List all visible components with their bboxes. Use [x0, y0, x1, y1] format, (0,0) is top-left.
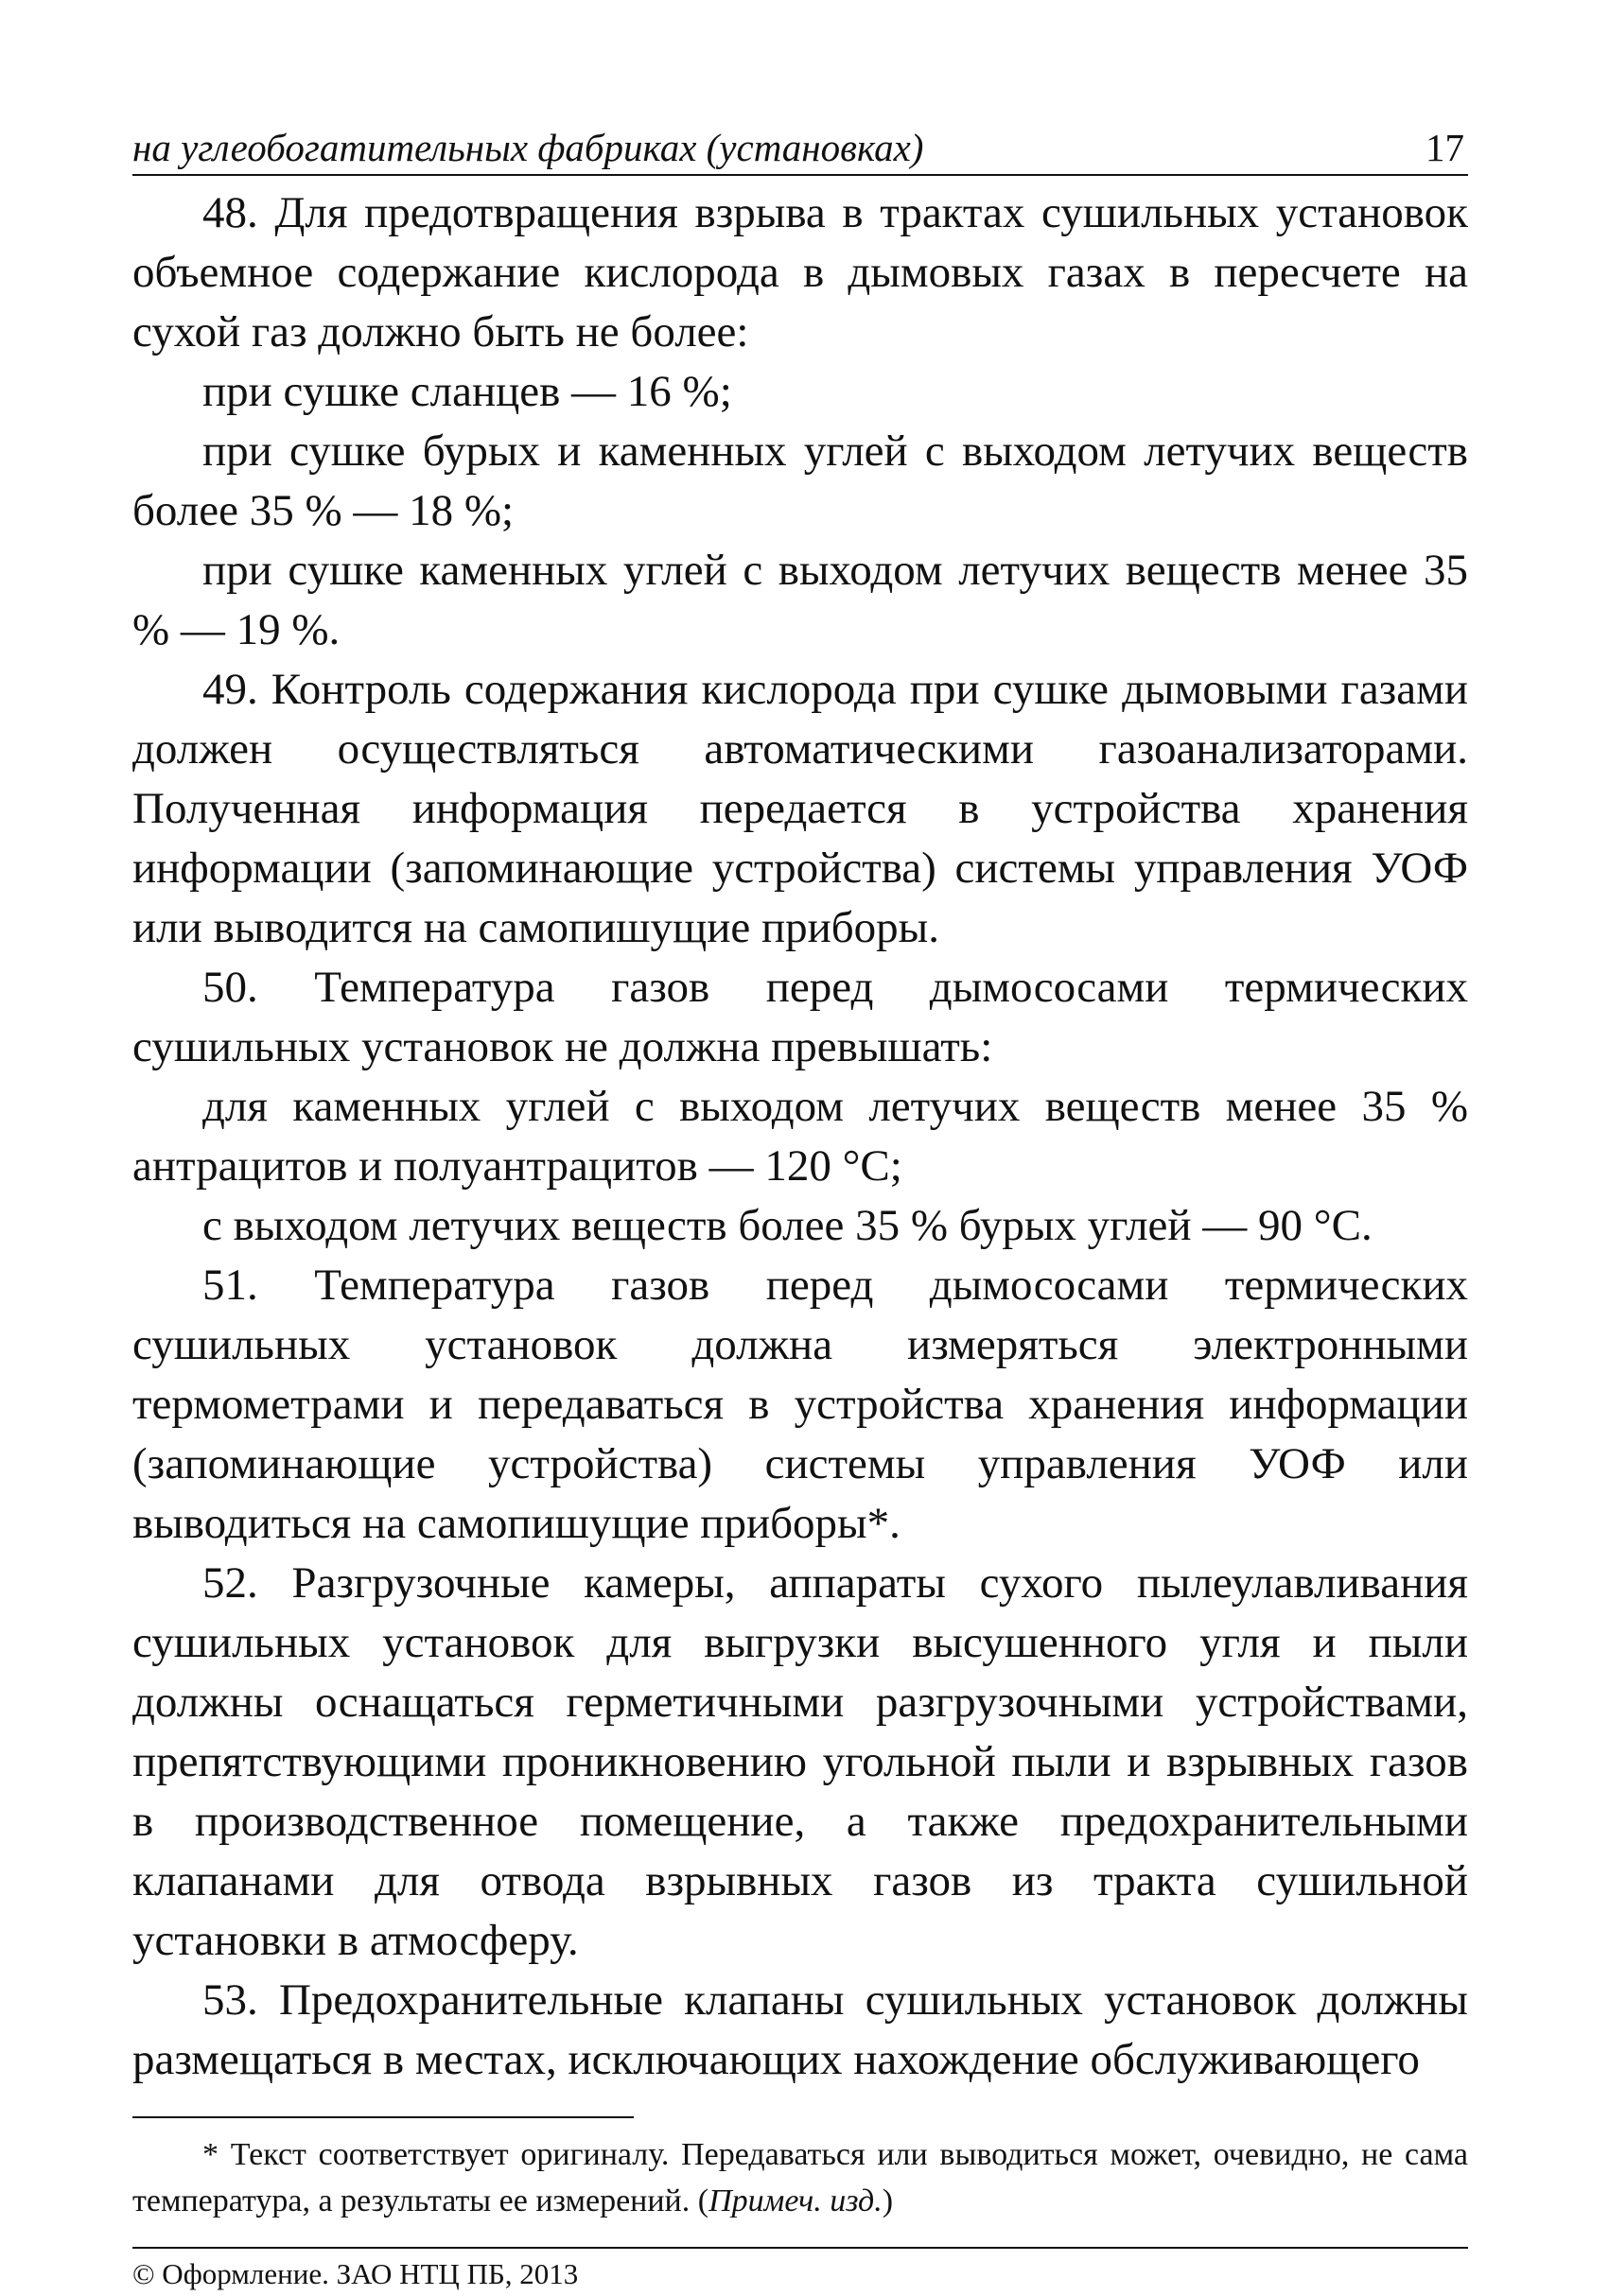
paragraph-50-item-1: для каменных углей с выходом летучих веществ менее 35 % антрацитов и полуантрацитов — 120 °С; [132, 1082, 1468, 1191]
body-text [132, 183, 1468, 2090]
paragraph-50-item-2: с выходом летучих веществ более 35 % бурых углей — 90 °С. [202, 1201, 1373, 1250]
paragraph-49: 49. Контроль содержания кислорода при сушке дымовыми газами должен осуществляться автоматическими газоанализаторами. Полученная информация передается в устройства хранения информации (запоминающие устройства) системы управления УОФ или выводится на самопишущие приборы. [132, 665, 1468, 952]
paragraph-48-item-2: при сушке бурых и каменных углей с выходом летучих веществ более 35 % — 18 %; [132, 426, 1468, 535]
footnote-editor-note: Примеч. изд. [708, 2183, 883, 2218]
paragraph-52: 52. Разгрузочные камеры, аппараты сухого пылеулавливания сушильных установок для выгрузки высушенного угля и пыли должны оснащаться герметичными разгрузочными устройствами, препятствующими проникновению угольной пыли и взрывных газов в производственное помещение, а также предохранительными клапанами для отвода взрывных газов из тракта сушильной установки в атмосферу. [132, 1558, 1468, 1965]
footnote [132, 2131, 1468, 2224]
paragraph-48-item-3: при сушке каменных углей с выходом летучих веществ менее 35 % — 19 %. [132, 546, 1468, 654]
footnote-divider [132, 2116, 634, 2118]
paragraph-50: 50. Температура газов перед дымососами термических сушильных установок не должна превышать: [132, 963, 1468, 1071]
bottom-divider [132, 2247, 1468, 2249]
header-title: на углеобогатительных фабриках (установках) [132, 126, 924, 169]
document-page [132, 121, 1468, 2296]
paragraph-53: 53. Предохранительные клапаны сушильных установок должны размещаться в местах, исключающих нахождение обслуживающего [132, 1975, 1468, 2084]
footnote-text: * Текст соответствует оригиналу. Передаваться или выводиться может, очевидно, не сама температура, а результаты ее измерений. ( [132, 2137, 1468, 2218]
running-header [132, 121, 1468, 176]
page-number: 17 [1425, 126, 1464, 169]
paragraph-51: 51. Температура газов перед дымососами термических сушильных установок должна измеряться электронными термометрами и передаваться в устройства хранения информации (запоминающие устройства) системы управления УОФ или выводиться на самопишущие приборы*. [132, 1261, 1468, 1548]
copyright-notice: © Оформление. ЗАО НТЦ ПБ, 2013 [132, 2257, 579, 2290]
paragraph-48-item-1: при сушке сланцев — 16 %; [202, 367, 732, 416]
paragraph-48: 48. Для предотвращения взрыва в трактах сушильных установок объемное содержание кислорода в дымовых газах в пересчете на сухой газ должно быть не более: [132, 188, 1468, 357]
footnote-closing: ) [882, 2183, 894, 2218]
